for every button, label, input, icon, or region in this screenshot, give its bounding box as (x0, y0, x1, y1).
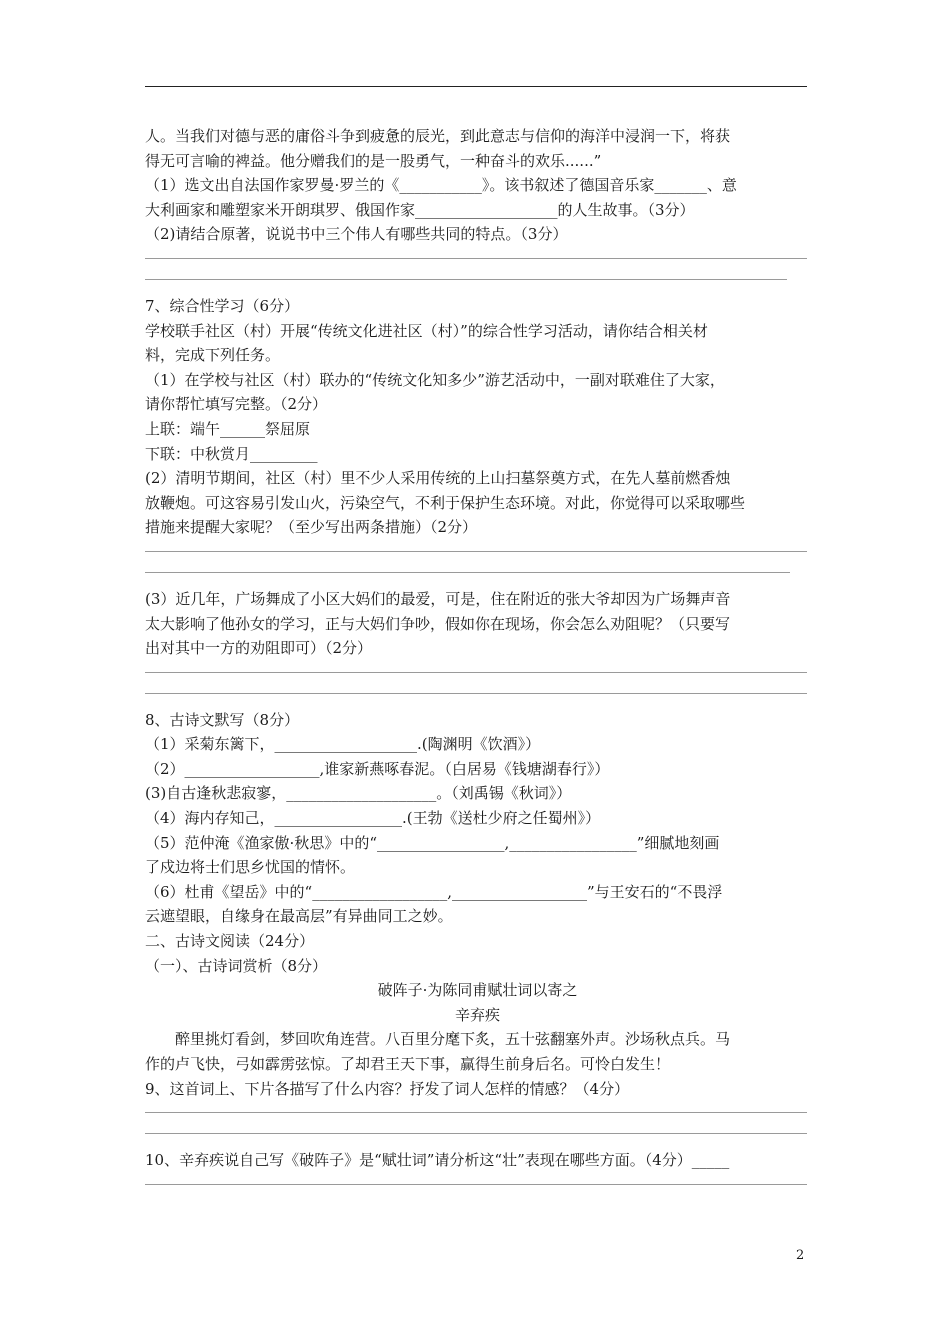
question-7-1: （1）在学校与社区（村）联办的“传统文化知多少”游艺活动中，一副对联难住了大家， (145, 370, 725, 389)
question-7-2: (2）清明节期间，社区（村）里不少人采用传统的上山扫墓祭奠方式，在先人墓前燃香烛 (145, 469, 731, 488)
subsection-heading: （一）、古诗词赏析（8分） (145, 956, 328, 975)
text-line: 得无可言喻的裨益。他分赠我们的是一股勇气，一种奋斗的欢乐......” (145, 151, 602, 170)
poem-recitation-2: （2）__________________,谁家新燕啄春泥。（白居易《钱塘湖春行》） (145, 759, 610, 778)
poem-title: 破阵子·为陈同甫赋壮词以寄之 (377, 981, 578, 1000)
poem-recitation-1: （1）采菊东篱下，___________________.(陶渊明《饮酒》） (145, 735, 541, 754)
header-rule (145, 86, 807, 87)
text-line: 人。当我们对德与恶的庸俗斗争到疲惫的辰光，到此意志与信仰的海洋中浸润一下，将获 (145, 127, 731, 145)
exam-page-body (145, 124, 810, 1185)
question-10: 10、辛弃疾说自己写《破阵子》是“赋壮词”请分析这“壮”表现在哪些方面。（4分）_____ (145, 1151, 730, 1170)
text-line: 大利画家和雕塑家米开朗琪罗、俄国作家___________________的人生故事。（3分） (145, 200, 695, 219)
text-line: 了戍边将士们思乡忧国的情怀。 (145, 858, 356, 877)
text-line: 请你帮忙填写完整。（2分） (145, 395, 328, 414)
answer-line[interactable] (145, 1184, 807, 1185)
poem-text: 作的卢飞快，弓如霹雳弦惊。了却君王天下事，赢得生前身后名。可怜白发生！ (145, 1055, 671, 1073)
poem-author: 辛弃疾 (454, 1005, 500, 1024)
text-line: 措施来提醒大家呢？（至少写出两条措施）（2分） (145, 518, 478, 537)
text-line: 云遮望眼，自缘身在最高层”有异曲同工之妙。 (145, 907, 453, 926)
section-heading-7: 7、综合性学习（6分） (145, 296, 300, 315)
text-line: 料，完成下列任务。 (145, 346, 281, 365)
question-6-1: （1）选文出自法国作家罗曼·罗兰的《___________》。该书叙述了德国音乐家_______、意 (145, 176, 737, 195)
question-6-2: （2)请结合原著，说说书中三个伟人有哪些共同的特点。（3分） (145, 225, 568, 244)
poem-recitation-5: （5）范仲淹《渔家傲·秋思》中的“_________________,_________________”细腻地刻画 (145, 833, 720, 852)
couplet-lower: 下联：中秋赏月_________ (145, 444, 318, 463)
poem-recitation-6: （6）杜甫《望岳》中的“__________________,__________________”与王安石的“不畏浮 (145, 882, 723, 901)
question-9: 9、这首词上、下片各描写了什么内容？抒发了词人怎样的情感？（4分） (145, 1079, 630, 1098)
text-line: 放鞭炮。可这容易引发山火，污染空气，不利于保护生态环境。对此，你觉得可以采取哪些 (145, 493, 746, 512)
section-heading-8: 8、古诗文默写（8分） (145, 710, 300, 729)
text-line: 太大影响了他孙女的学习，正与大妈们争吵，假如你在现场，你会怎么劝阻呢？（只要写 (145, 614, 731, 633)
poem-recitation-3: (3)自古逢秋悲寂寥，____________________。（刘禹锡《秋词》） (145, 784, 572, 803)
question-7-3: (3）近几年，广场舞成了小区大妈们的最爱，可是，住在附近的张大爷却因为广场舞声音 (145, 589, 731, 608)
poem-text: 醉里挑灯看剑，梦回吹角连营。八百里分麾下炙，五十弦翻塞外声。沙场秋点兵。马 (175, 1030, 731, 1049)
part-two-heading: 二、古诗文阅读（24分） (145, 932, 315, 951)
text-line: 学校联手社区（村）开展“传统文化进社区（村）”的综合性学习活动，请你结合相关材 (145, 321, 708, 340)
poem-recitation-4: （4）海内存知己，_________________.(王勃《送杜少府之任蜀州》） (145, 809, 601, 828)
page-number: 2 (796, 1248, 805, 1263)
couplet-upper: 上联：端午______祭屈原 (145, 419, 311, 438)
text-line: 出对其中一方的劝阻即可）（2分） (145, 639, 373, 658)
